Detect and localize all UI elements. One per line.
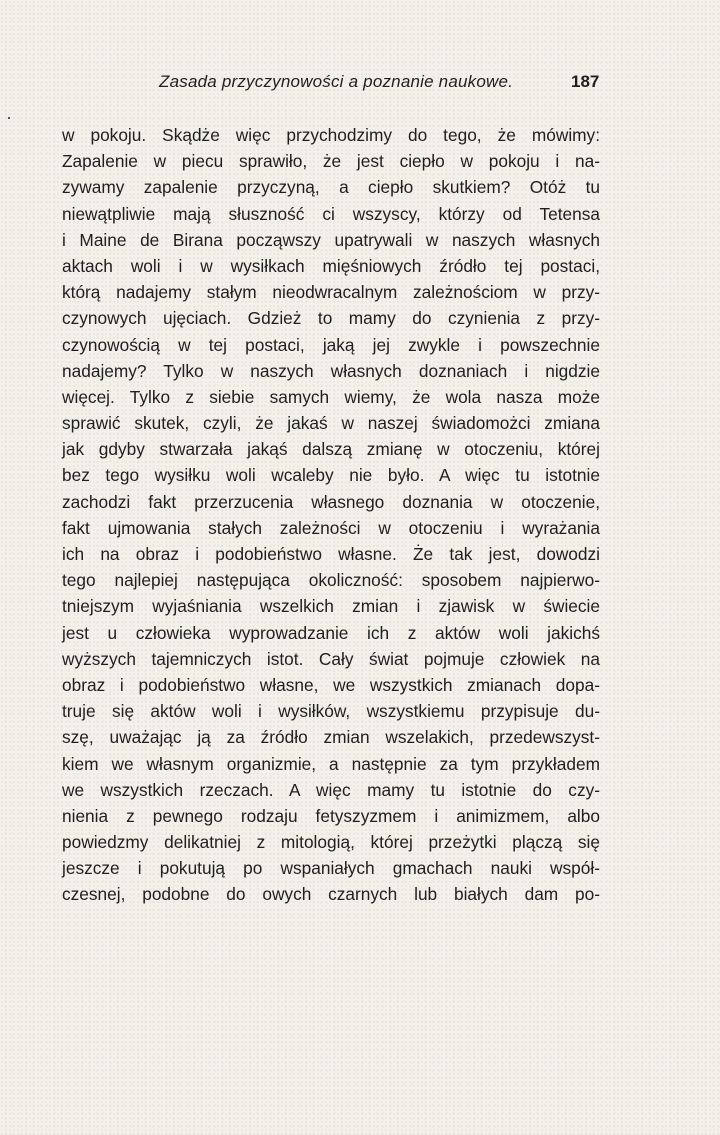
text-line: powiedzmy delikatniej z mitologią, której przeżytki plączą się (62, 832, 600, 853)
text-line: wyższych tajemniczych istot. Cały świat pojmuje człowiek na (62, 648, 600, 669)
text-line: jeszcze i pokutują po wspaniałych gmachach nauki współ- (62, 858, 600, 879)
text-line: czesnej, podobne do owych czarnych lub białych dam po- (62, 884, 600, 905)
text-line: nienia z pewnego rodzaju fetyszyzmem i animizmem, albo (62, 805, 600, 826)
text-line: aktach woli i w wysiłkach mięśniowych źródło tej postaci, (62, 255, 600, 276)
text-line: fakt ujmowania stałych zależności w otoczeniu i wyrażania (62, 517, 600, 538)
running-title: Zasada przyczynowości a poznanie naukowe. (159, 72, 514, 91)
text-line: ich na obraz i podobieństwo własne. Że tak jest, dowodzi (62, 544, 600, 564)
text-line: nadajemy? Tylko w naszych własnych doznaniach i nigdzie (62, 360, 600, 381)
text-line: obraz i podobieństwo własne, we wszystkich zmianach dopa- (62, 674, 600, 695)
text-line: więcej. Tylko z siebie samych wiemy, że wola nasza może (62, 386, 600, 407)
text-line: jest u człowieka wyprowadzanie ich z aktów woli jakichś (62, 622, 600, 643)
text-line: i Maine de Birana począwszy upatrywali w naszych własnych (62, 229, 600, 250)
text-line: którą nadajemy stałym nieodwracalnym zależnościom w przy- (62, 282, 600, 303)
text-line: tniejszym wyjaśniania wszelkich zmian i zjawisk w świecie (62, 596, 600, 617)
margin-speck (8, 117, 10, 119)
text-line: zachodzi fakt przerzucenia własnego doznania w otoczenie, (62, 491, 600, 512)
body-text (62, 122, 600, 908)
text-line: szę, uważając ją za źródło zmian wszelakich, przedewszyst- (62, 727, 600, 748)
text-line: we wszystkich rzeczach. A więc mamy tu istotnie do czy- (62, 779, 600, 800)
text-line: truje się aktów woli i wysiłków, wszystkiemu przypisuje du- (62, 701, 600, 722)
page-number: 187 (571, 72, 600, 91)
running-head (0, 72, 720, 102)
text-line: sprawić skutek, czyli, że jakaś w naszej świadomożci zmiana (62, 413, 600, 434)
text-line: Zapalenie w piecu sprawiło, że jest ciepło w pokoju i na- (62, 151, 600, 172)
text-line: czynowych ujęciach. Gdzież to mamy do czynienia z przy- (62, 308, 600, 329)
text-line: kiem we własnym organizmie, a następnie za tym przykładem (62, 753, 600, 774)
text-line: zywamy zapalenie przyczyną, a ciepło skutkiem? Otóż tu (62, 177, 600, 198)
text-line: niewątpliwie mają słuszność ci wszyscy, którzy od Tetensa (62, 203, 600, 224)
text-line: tego najlepiej następująca okoliczność: sposobem najpierwo- (62, 570, 600, 591)
text-line: w pokoju. Skądże więc przychodzimy do tego, że mówimy: (62, 125, 600, 145)
text-line: jak gdyby stwarzała jakąś dalszą zmianę w otoczeniu, której (62, 439, 600, 460)
text-line: czynowością w tej postaci, jaką jej zwykle i powszechnie (62, 334, 600, 355)
text-line: bez tego wysiłku woli wcaleby nie było. A więc tu istotnie (62, 465, 600, 486)
